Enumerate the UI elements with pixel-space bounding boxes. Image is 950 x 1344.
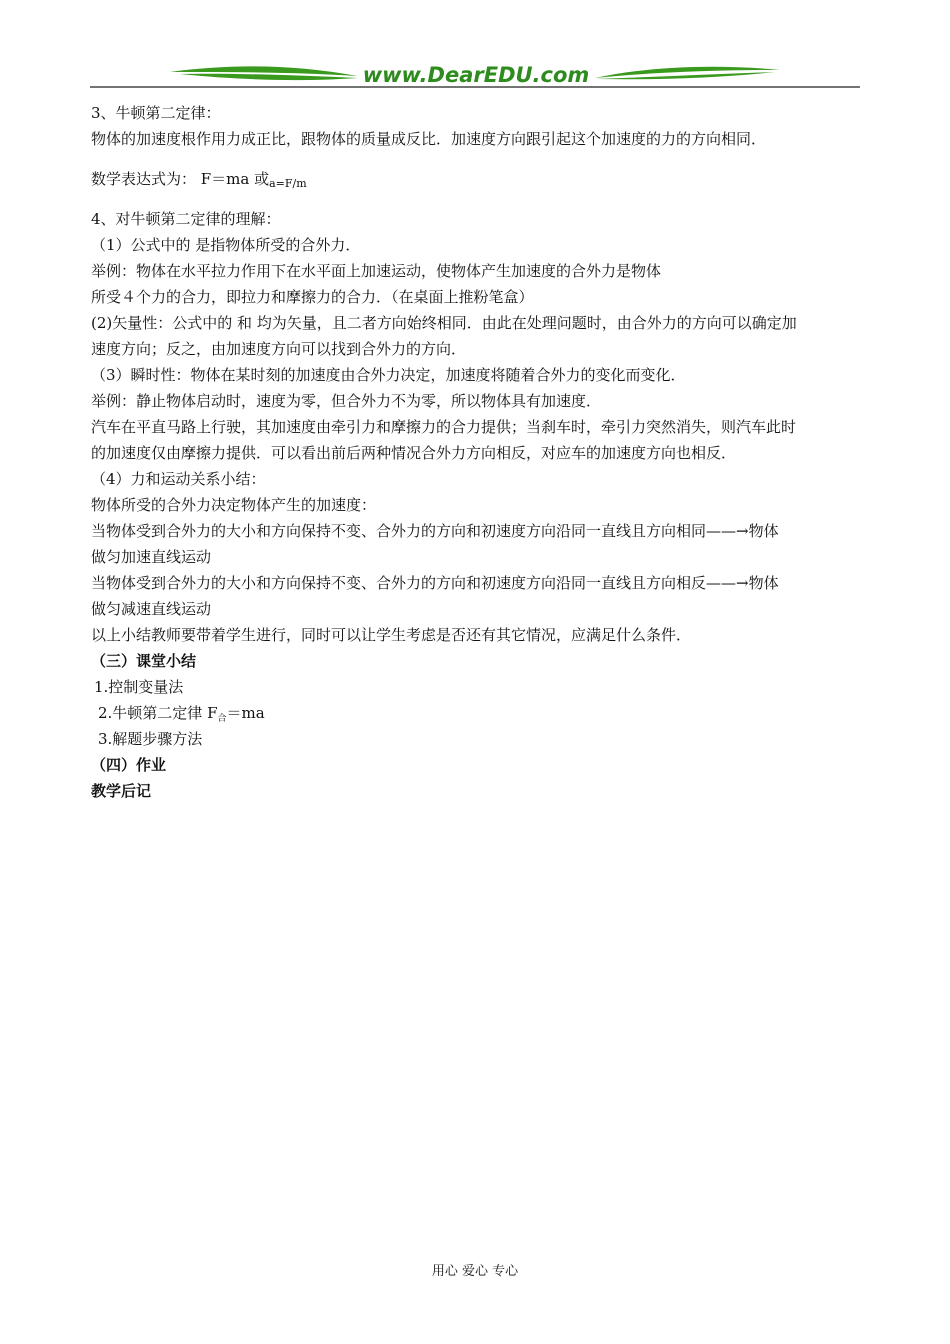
summary-item-2-subscript: 合 <box>217 714 227 724</box>
summary-case-1-line-1: 当物体受到合外力的大小和方向保持不变、合外力的方向和初速度方向沿同一直线且方向相同——→物体 <box>91 522 779 540</box>
expression-text: 数学表达式为： F＝ma 或 <box>91 170 270 188</box>
heading-class-summary: （三）课堂小结 <box>91 652 197 670</box>
point-3: （3）瞬时性：物体在某时刻的加速度由合外力决定，加速度将随着合外力的变化而变化． <box>91 366 686 384</box>
expression-formula: a=F/m <box>269 177 307 190</box>
section-heading-newton-second-law: 3、牛顿第二定律： <box>91 104 221 122</box>
summary-item-2-suffix: ＝ma <box>226 704 265 722</box>
point-2-line-2: 速度方向；反之，由加速度方向可以找到合外力的方向． <box>91 340 467 358</box>
teacher-note: 以上小结教师要带着学生进行，同时可以让学生考虑是否还有其它情况，应满足什么条件． <box>91 626 692 644</box>
summary-item-2 <box>91 700 861 726</box>
summary-item-1: 1.控制变量法 <box>94 678 184 696</box>
paragraph-expression <box>91 166 861 192</box>
heading-teaching-notes: 教学后记 <box>91 782 152 800</box>
point-1: （1）公式中的 是指物体所受的合外力． <box>91 236 361 254</box>
page-header <box>90 60 860 90</box>
logo-text: www.DearEDU.com <box>362 63 590 87</box>
document-body <box>91 100 861 804</box>
example-2: 举例：静止物体启动时，速度为零，但合外力不为零，所以物体具有加速度． <box>91 392 602 410</box>
summary-item-3: 3.解题步骤方法 <box>98 730 203 748</box>
example-1-line-1: 举例：物体在水平拉力作用下在水平面上加速运动，使物体产生加速度的合外力是物体 <box>91 262 662 280</box>
point-2-line-1: (2)矢量性：公式中的 和 均为矢量，且二者方向始终相同．由此在处理问题时，由合外力的方向可以确定加 <box>91 314 797 332</box>
summary-case-2-line-2: 做匀减速直线运动 <box>91 600 212 618</box>
section-heading-understanding: 4、对牛顿第二定律的理解： <box>91 210 281 228</box>
car-example-line-1: 汽车在平直马路上行驶，其加速度由牵引力和摩擦力的合力提供；当刹车时，牵引力突然消失，则汽车此时 <box>91 418 797 436</box>
point-4: （4）力和运动关系小结： <box>91 470 266 488</box>
heading-homework: （四）作业 <box>91 756 167 774</box>
page-footer: 用心 爱心 专心 <box>431 1264 519 1279</box>
summary-intro: 物体所受的合外力决定物体产生的加速度： <box>91 496 377 514</box>
left-swoosh-lower <box>180 74 358 80</box>
paragraph-law-statement: 物体的加速度根作用力成正比，跟物体的质量成反比．加速度方向跟引起这个加速度的力的方向相同． <box>91 130 767 148</box>
header-logo-banner <box>90 60 860 90</box>
summary-case-2-line-1: 当物体受到合外力的大小和方向保持不变、合外力的方向和初速度方向沿同一直线且方向相反——→物体 <box>91 574 779 592</box>
example-1-line-2: 所受４个力的合力，即拉力和摩擦力的合力．（在桌面上推粉笔盒） <box>91 288 534 306</box>
car-example-line-2: 的加速度仅由摩擦力提供．可以看出前后两种情况合外力方向相反，对应车的加速度方向也相反． <box>91 444 737 462</box>
summary-item-2-text: 2.牛顿第二定律 F <box>98 704 218 722</box>
summary-case-1-line-2: 做匀加速直线运动 <box>91 548 212 566</box>
